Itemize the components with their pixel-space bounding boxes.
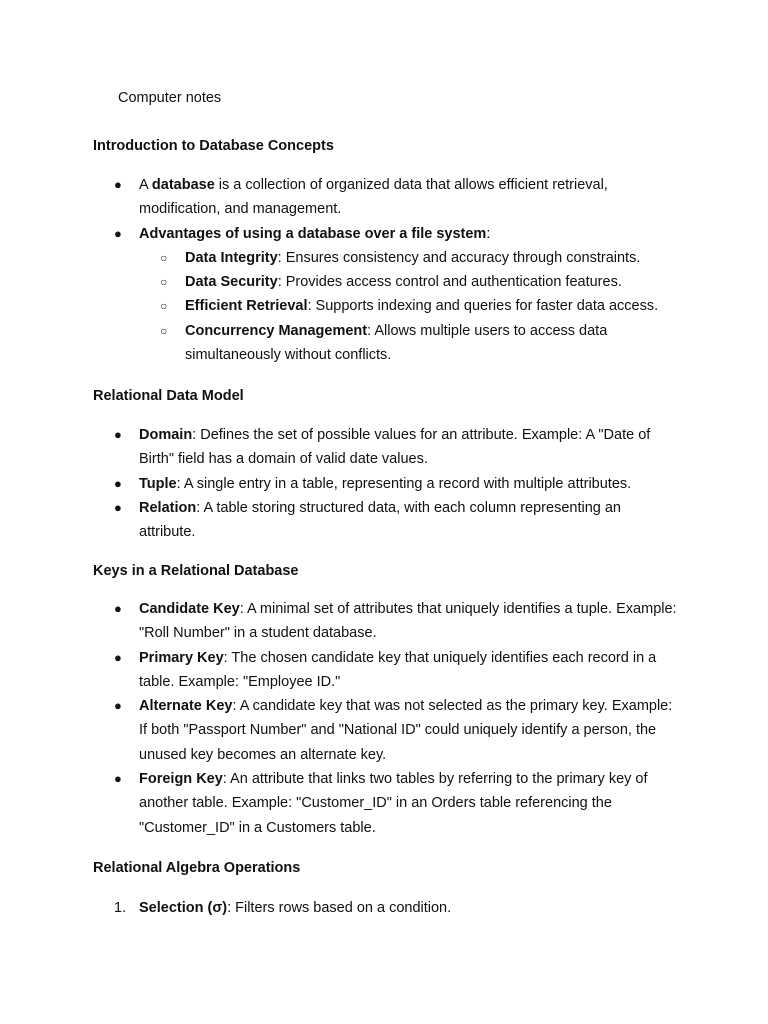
list-item: ● Tuple: A single entry in a table, representing a record with multiple attributes. bbox=[0, 472, 768, 496]
list-item: ● A database is a collection of organized data that allows efficient retrieval, modification, and management. bbox=[0, 173, 768, 222]
list-item: ● Candidate Key: A minimal set of attributes that uniquely identifies a tuple. Example: "Roll Number" in a student database. bbox=[0, 597, 768, 646]
bullet-icon: ● bbox=[114, 427, 122, 442]
list-item: ● Primary Key: The chosen candidate key that uniquely identifies each record in a table. Example: "Employee ID." bbox=[0, 646, 768, 695]
bullet-icon: ● bbox=[114, 475, 122, 491]
bullet-icon: ● bbox=[114, 177, 122, 192]
bullet-icon: ● bbox=[114, 649, 122, 665]
bullet-icon: ● bbox=[114, 771, 122, 787]
sub-list-item: ○ Efficient Retrieval: Supports indexing and queries for faster data access. bbox=[0, 294, 768, 318]
bullet-icon: ● bbox=[114, 601, 122, 616]
list-item: ● Foreign Key: An attribute that links two tables by referring to the primary key of another table. Example: "Customer_ID" in an Orders table referencing the "Customer_ID" in a Customers table. bbox=[0, 767, 768, 840]
sub-list-item: ○ Concurrency Management: Allows multiple users to access data simultaneously without conflicts. bbox=[0, 319, 768, 368]
list-number: 1. bbox=[114, 900, 127, 916]
circle-bullet-icon: ○ bbox=[160, 323, 168, 338]
list-item: ● Alternate Key: A candidate key that was not selected as the primary key. Example: If both "Passport Number" and "National ID" could uniquely identify a person, the unused key becomes an alternate key. bbox=[0, 694, 768, 767]
circle-bullet-icon: ○ bbox=[160, 250, 168, 265]
section-heading-relational-algebra: Relational Algebra Operations bbox=[93, 860, 301, 876]
section-heading-relational-model: Relational Data Model bbox=[93, 388, 244, 404]
list-item: ● Domain: Defines the set of possible values for an attribute. Example: A "Date of Birth" field has a domain of valid date values. bbox=[0, 423, 768, 472]
sub-list-item: ○ Data Integrity: Ensures consistency and accuracy through constraints. bbox=[0, 246, 768, 270]
section-heading-keys: Keys in a Relational Database bbox=[93, 563, 299, 579]
bullet-icon: ● bbox=[114, 499, 122, 515]
document-title: Computer notes bbox=[118, 90, 222, 106]
list-item: 1. Selection (σ): Filters rows based on a condition. bbox=[0, 896, 768, 920]
relational-model-list bbox=[0, 423, 768, 544]
intro-list bbox=[0, 173, 768, 367]
bullet-icon: ● bbox=[114, 225, 122, 241]
keys-list bbox=[0, 597, 768, 840]
bullet-icon: ● bbox=[114, 698, 122, 714]
list-item: ● Advantages of using a database over a file system: bbox=[0, 222, 768, 246]
relational-algebra-list bbox=[0, 896, 768, 920]
circle-bullet-icon: ○ bbox=[160, 299, 168, 314]
section-heading-intro: Introduction to Database Concepts bbox=[93, 138, 334, 154]
circle-bullet-icon: ○ bbox=[160, 275, 168, 290]
sub-list-item: ○ Data Security: Provides access control and authentication features. bbox=[0, 270, 768, 294]
list-item: ● Relation: A table storing structured data, with each column representing an attribute. bbox=[0, 496, 768, 545]
